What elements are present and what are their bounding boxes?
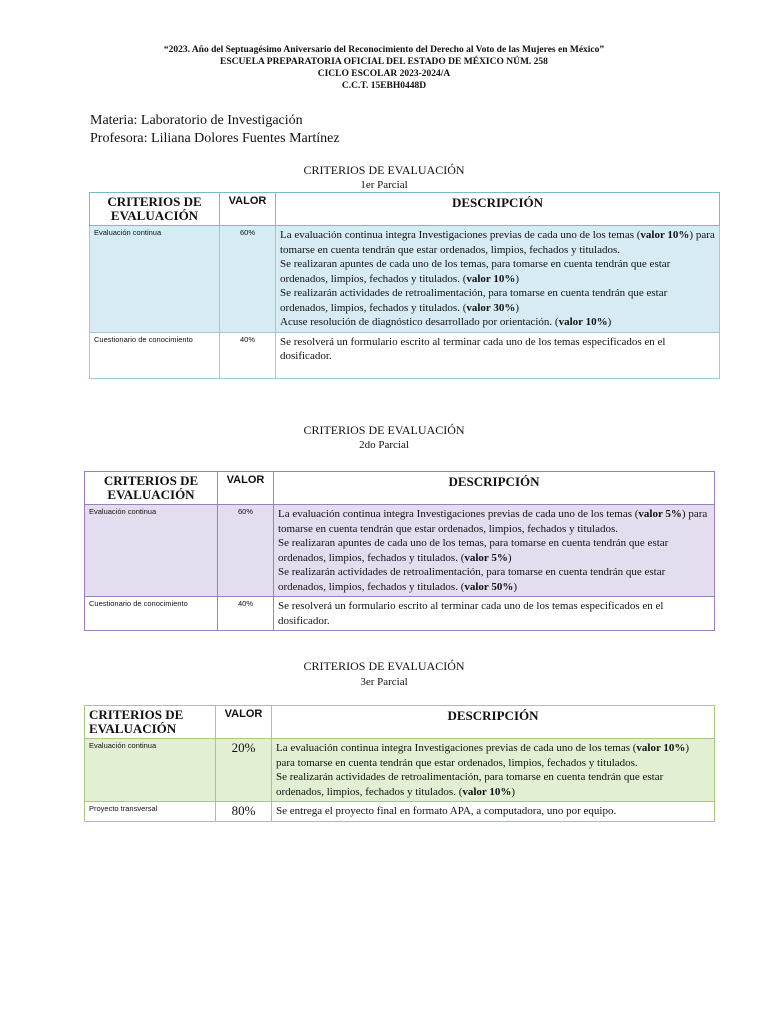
table-header-row: [85, 472, 715, 505]
criteria-cell: Cuestionario de conocimiento: [90, 332, 220, 378]
teacher-label: Profesora: Liliana Dolores Fuentes Martínez: [90, 131, 340, 146]
table-header-row: [85, 706, 715, 739]
section-1-subtitle: 1er Parcial: [360, 179, 408, 191]
description-paragraph: [276, 804, 710, 819]
description-paragraph: [280, 315, 715, 330]
value-weight: valor 10%: [466, 272, 516, 285]
value-cell: 80%: [216, 802, 272, 822]
table-row: [90, 226, 720, 333]
criteria-table-3: [84, 705, 715, 822]
header-cycle: CICLO ESCOLAR 2023-2024/A: [317, 69, 451, 79]
criteria-cell: Cuestionario de conocimiento: [85, 597, 218, 631]
description-cell: [276, 332, 720, 378]
description-text: ): [511, 785, 516, 798]
criteria-cell: Evaluación continua: [85, 505, 218, 597]
value-weight: valor 10%: [558, 316, 608, 328]
value-weight: valor 10%: [640, 229, 690, 241]
description-cell: [276, 226, 720, 333]
description-paragraph: [280, 286, 715, 315]
description-text: Se entrega el proyecto final en formato APA, a computadora, uno por equipo.: [276, 805, 617, 817]
column-header-criteria: CRITERIOS DE EVALUACIÓN: [85, 472, 218, 505]
description-paragraph: [278, 507, 710, 536]
header-motto: “2023. Año del Septuagésimo Aniversario del Reconocimiento del Derecho al Voto de las Mujeres en México”: [163, 45, 605, 55]
description-paragraph: [280, 257, 715, 286]
description-text: Se resolverá un formulario escrito al terminar cada uno de los temas especificados en el dosificador.: [278, 600, 664, 627]
description-text: ) para tomarse en cuenta tendrán que estar ordenados, limpios, fechados y titulados.: [276, 742, 690, 769]
description-text: Se realizarán actividades de retroalimentación, para tomarse en cuenta tendrán que estar ordenados, limpios, fechados y titulados. (: [278, 566, 666, 593]
criteria-cell: Evaluación continua: [90, 226, 220, 333]
value-weight: valor 5%: [638, 508, 682, 520]
column-header-criteria: CRITERIOS DE EVALUACIÓN: [90, 193, 220, 226]
description-paragraph: [278, 599, 710, 628]
description-cell: [274, 597, 715, 631]
header-cct: C.C.T. 15EBH0448D: [341, 81, 427, 91]
description-cell: [272, 739, 715, 802]
description-text: Se resolverá un formulario escrito al terminar cada uno de los temas especificados en el dosificador.: [280, 335, 666, 362]
course-info: [90, 112, 340, 148]
description-text: ): [507, 551, 512, 564]
value-weight: valor 50%: [464, 580, 514, 593]
description-text: Se realizarán actividades de retroalimentación, para tomarse en cuenta tendrán que estar ordenados, limpios, fechados y titulados. (: [280, 287, 668, 314]
description-text: La evaluación continua integra Investigaciones previas de cada uno de los temas (: [280, 229, 641, 241]
criteria-cell: Proyecto transversal: [85, 802, 216, 822]
criteria-table-2: [84, 471, 715, 631]
column-header-value: VALOR: [220, 193, 276, 226]
description-paragraph: [278, 536, 710, 565]
description-text: Acuse resolución de diagnóstico desarrollado por orientación. (: [280, 316, 559, 328]
description-text: ): [513, 580, 518, 593]
section-1-title: CRITERIOS DE EVALUACIÓN: [303, 163, 465, 177]
subject-label: Materia: Laboratorio de Investigación: [90, 113, 303, 128]
criteria-table-1: [89, 192, 720, 379]
value-cell: 40%: [218, 597, 274, 631]
description-paragraph: [280, 228, 715, 257]
value-weight: valor 10%: [636, 742, 686, 754]
table-header-row: [90, 193, 720, 226]
description-text: ): [515, 301, 520, 314]
table-row: [85, 597, 715, 631]
description-text: La evaluación continua integra Investigaciones previas de cada uno de los temas (: [276, 742, 637, 754]
section-3-subtitle: 3er Parcial: [360, 676, 408, 688]
description-paragraph: [276, 770, 710, 799]
description-text: Se realizaran apuntes de cada uno de los temas, para tomarse en cuenta tendrán que estar ordenados, limpios, fechados y titulados. (: [278, 537, 669, 564]
value-cell: 20%: [216, 739, 272, 802]
value-cell: 60%: [218, 505, 274, 597]
value-weight: valor 30%: [466, 301, 516, 314]
description-text: Se realizarán actividades de retroalimentación, para tomarse en cuenta tendrán que estar ordenados, limpios, fechados y titulados. (: [276, 771, 664, 798]
column-header-description: DESCRIPCIÓN: [272, 706, 715, 739]
description-text: La evaluación continua integra Investigaciones previas de cada uno de los temas (: [278, 508, 639, 520]
description-cell: [274, 505, 715, 597]
document-header: [0, 44, 768, 92]
section-2-title: CRITERIOS DE EVALUACIÓN: [303, 423, 465, 437]
table-row: [85, 802, 715, 822]
column-header-value: VALOR: [218, 472, 274, 505]
criteria-cell: Evaluación continua: [85, 739, 216, 802]
value-cell: 60%: [220, 226, 276, 333]
value-cell: 40%: [220, 332, 276, 378]
description-text: ) para tomarse en cuenta tendrán que estar ordenados, limpios, fechados y titulados.: [280, 229, 715, 256]
header-school: ESCUELA PREPARATORIA OFICIAL DEL ESTADO DE MÉXICO NÚM. 258: [220, 57, 548, 67]
column-header-description: DESCRIPCIÓN: [276, 193, 720, 226]
description-text: ): [607, 316, 612, 328]
section-3-title: CRITERIOS DE EVALUACIÓN: [303, 659, 465, 673]
column-header-description: DESCRIPCIÓN: [274, 472, 715, 505]
description-paragraph: [276, 741, 710, 770]
column-header-value: VALOR: [216, 706, 272, 739]
description-text: Se realizaran apuntes de cada uno de los temas, para tomarse en cuenta tendrán que estar ordenados, limpios, fechados y titulados. (: [280, 258, 671, 285]
description-text: ): [515, 272, 520, 285]
description-paragraph: [280, 335, 715, 364]
value-weight: valor 10%: [462, 785, 512, 798]
column-header-criteria: CRITERIOS DE EVALUACIÓN: [85, 706, 216, 739]
table-row: [85, 505, 715, 597]
description-cell: [272, 802, 715, 822]
section-2-subtitle: 2do Parcial: [359, 439, 409, 451]
description-text: ) para tomarse en cuenta tendrán que estar ordenados, limpios, fechados y titulados.: [278, 508, 708, 535]
table-row: [90, 332, 720, 378]
value-weight: valor 5%: [464, 551, 508, 564]
description-paragraph: [278, 565, 710, 594]
table-row: [85, 739, 715, 802]
